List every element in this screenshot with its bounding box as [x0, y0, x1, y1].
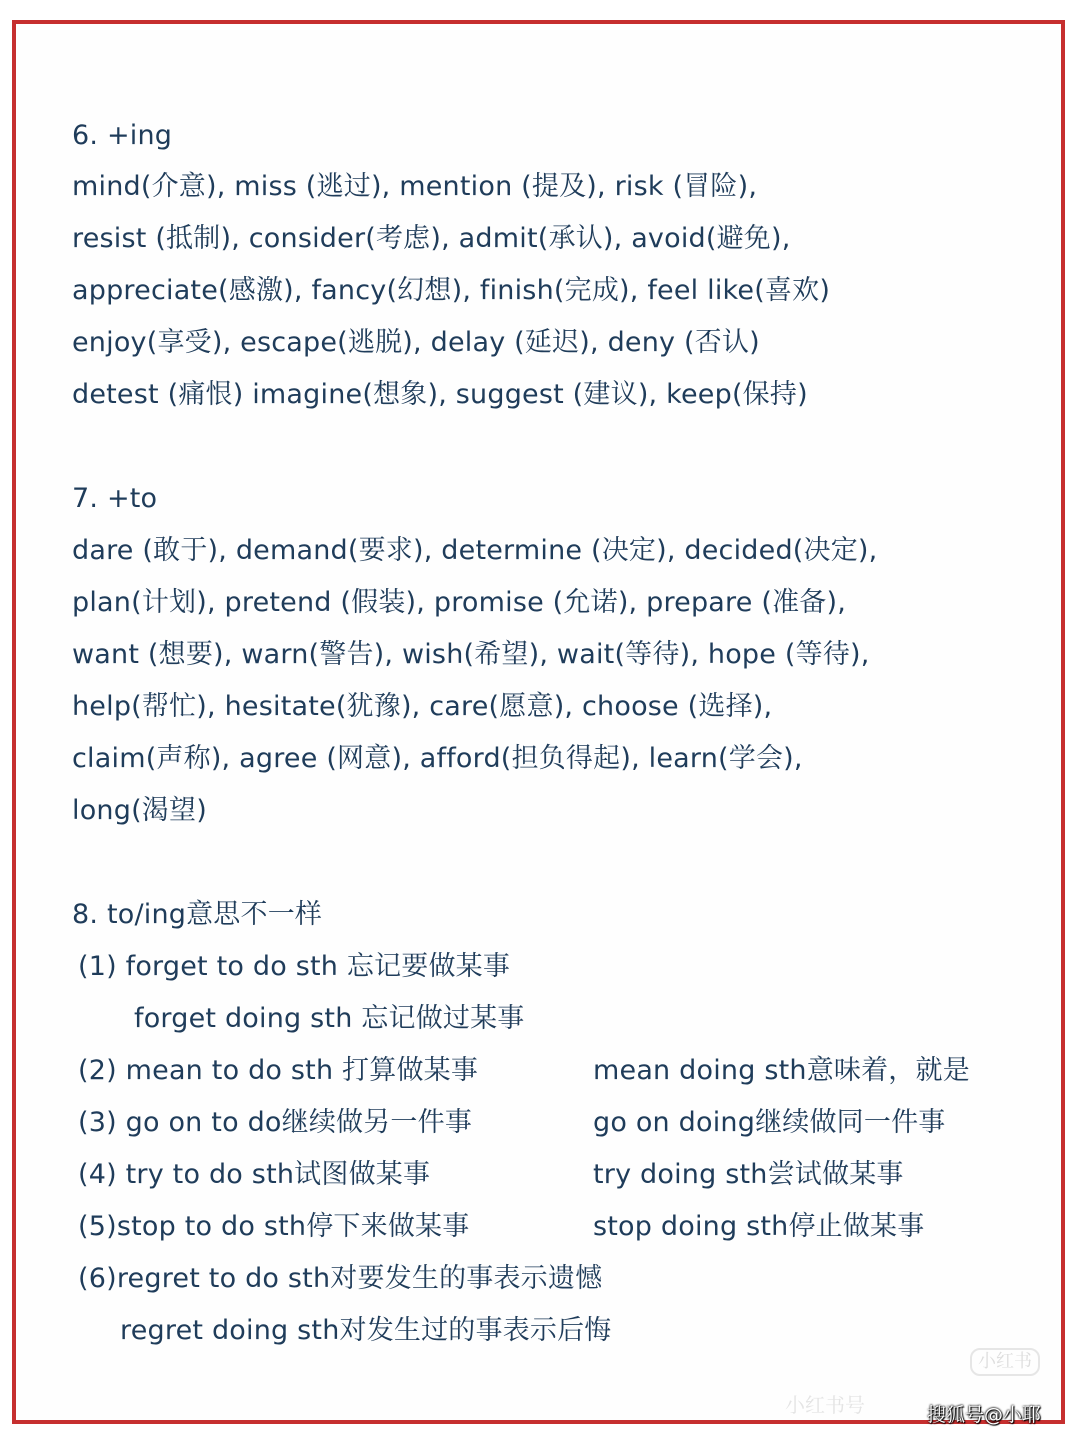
section-6-line-1: mind(介意), miss (逃过), mention (提及), risk (冒险),: [72, 171, 758, 202]
item-6-to: (6)regret to do sth对要发生的事表示遗憾: [78, 1263, 603, 1294]
section-6-line-2: resist (抵制), consider(考虑), admit(承认), avoid(避免),: [72, 223, 791, 254]
watermark-logo: 小红书: [970, 1348, 1040, 1376]
item-3-to: (3) go on to do继续做另一件事: [78, 1107, 473, 1138]
item-1-to: (1) forget to do sth 忘记要做某事: [78, 951, 511, 982]
section-7-line-5: claim(声称), agree (网意), afford(担负得起), learn(学会),: [72, 743, 803, 774]
item-4-ing: try doing sth尝试做某事: [593, 1159, 904, 1190]
item-5-ing: stop doing sth停止做某事: [593, 1211, 925, 1242]
item-6-ing: regret doing sth对发生过的事表示后悔: [120, 1315, 612, 1346]
section-6-line-3: appreciate(感激), fancy(幻想), finish(完成), feel like(喜欢): [72, 275, 831, 306]
section-8-heading: 8. to/ing意思不一样: [72, 899, 323, 930]
source-credit: 搜狐号@小耶: [927, 1404, 1042, 1426]
section-6-heading: 6. +ing: [72, 120, 173, 151]
item-3-ing: go on doing继续做同一件事: [593, 1107, 946, 1138]
item-2-ing: mean doing sth意味着，就是: [593, 1055, 970, 1086]
item-2-to: (2) mean to do sth 打算做某事: [78, 1055, 479, 1086]
section-6-line-4: enjoy(享受), escape(逃脱), delay (延迟), deny (否认): [72, 327, 760, 358]
section-7-line-3: want (想要), warn(警告), wish(希望), wait(等待), hope (等待),: [72, 639, 870, 670]
section-7-line-6: long(渴望): [72, 795, 207, 826]
section-7-line-1: dare (敢于), demand(要求), determine (决定), decided(决定),: [72, 535, 878, 566]
item-5-to: (5)stop to do sth停下来做某事: [78, 1211, 470, 1242]
section-7-line-2: plan(计划), pretend (假装), promise (允诺), prepare (准备),: [72, 587, 847, 618]
watermark-text: 小红书号: [785, 1393, 865, 1417]
section-6-line-5: detest (痛恨) imagine(想象), suggest (建议), keep(保持): [72, 379, 808, 410]
item-1-ing: forget doing sth 忘记做过某事: [134, 1003, 525, 1034]
section-7-heading: 7. +to: [72, 483, 158, 514]
section-7-line-4: help(帮忙), hesitate(犹豫), care(愿意), choose (选择),: [72, 691, 773, 722]
item-4-to: (4) try to do sth试图做某事: [78, 1159, 431, 1190]
